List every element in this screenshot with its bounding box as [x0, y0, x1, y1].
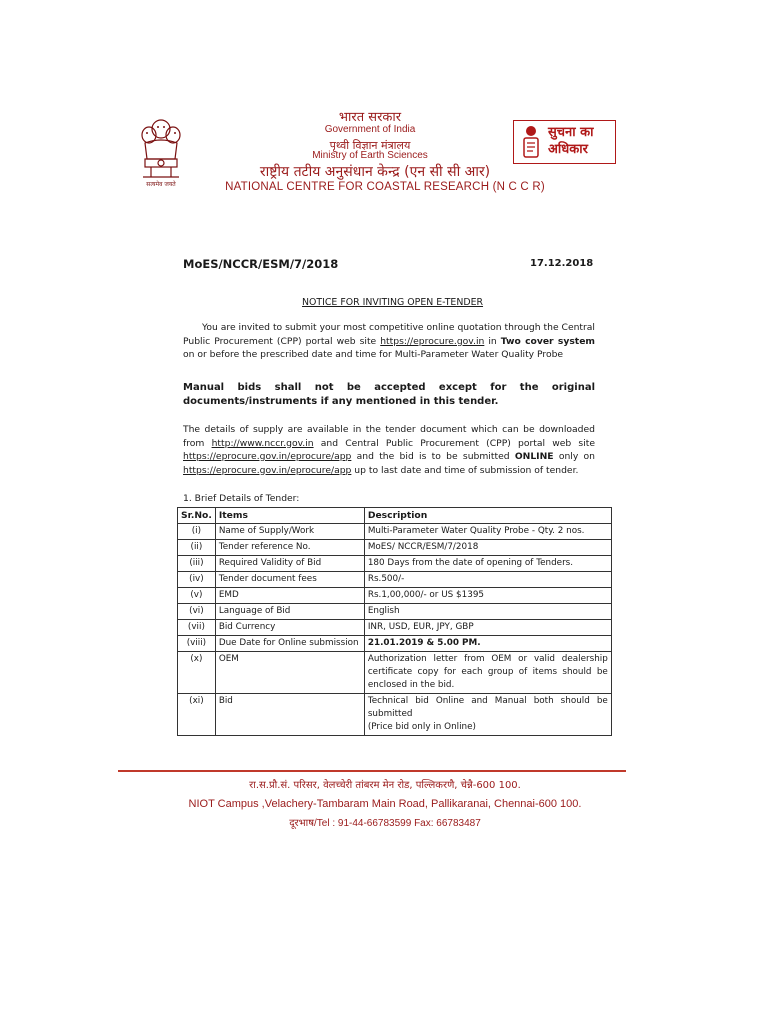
cell-srno: (v)	[178, 588, 216, 604]
cpp-app-link-2[interactable]: https://eprocure.gov.in/eprocure/app	[183, 464, 352, 476]
cell-description	[364, 694, 611, 736]
cell-item: Name of Supply/Work	[215, 524, 364, 540]
header-srno: Sr.No.	[178, 508, 216, 524]
cell-srno: (vi)	[178, 604, 216, 620]
table-row	[178, 694, 612, 736]
cell-item: Bid	[215, 694, 364, 736]
table-row	[178, 588, 612, 604]
p3-text-a: The details of supply are available in the tender document which can be downloaded from	[183, 424, 595, 449]
header-hindi-nccr: राष्ट्रीय तटीय अनुसंधान केन्द्र (एन सी सी आर)	[259, 164, 491, 180]
cell-description: Rs.1,00,000/- or US $1395	[364, 588, 611, 604]
cell-srno: (xi)	[178, 694, 216, 736]
p3-text-b: and Central Public Procurement (CPP) portal web site	[313, 437, 595, 449]
header-description: Description	[364, 508, 611, 524]
cell-item: Required Validity of Bid	[215, 556, 364, 572]
details-paragraph	[183, 423, 595, 477]
cell-description: Authorization letter from OEM or valid dealership certificate copy for each group of items should be enclosed in the bid.	[364, 652, 611, 694]
header-items: Items	[215, 508, 364, 524]
cell-item: Due Date for Online submission	[215, 636, 364, 652]
table-row	[178, 540, 612, 556]
cell-srno: (x)	[178, 652, 216, 694]
rti-line-2: अधिकार	[548, 142, 588, 157]
cell-item: Bid Currency	[215, 620, 364, 636]
header-government-of-india: Government of India	[324, 124, 416, 135]
p1-text-b: in	[484, 335, 501, 347]
cell-item: OEM	[215, 652, 364, 694]
cell-description: English	[364, 604, 611, 620]
eprocure-link[interactable]: https://eprocure.gov.in	[380, 335, 485, 347]
p3-text-c: and the bid is to be submitted	[351, 451, 515, 462]
footer-phone: दूरभाष/Tel : 91-44-66783599 Fax: 66783487	[289, 818, 481, 829]
rti-line-1: सुचना का	[548, 125, 594, 140]
cell-srno: (viii)	[178, 636, 216, 652]
rti-person-icon	[522, 125, 540, 159]
notice-date: 17.12.2018	[530, 258, 594, 269]
cell-description: MoES/ NCCR/ESM/7/2018	[364, 540, 611, 556]
p1-text-c: on or before the prescribed date and time for Multi-Parameter Water Quality Probe	[183, 349, 564, 360]
cell-description-due-date: 21.01.2019 & 5.00 PM.	[364, 636, 611, 652]
table-row	[178, 524, 612, 540]
cell-description: Rs.500/-	[364, 572, 611, 588]
table-row	[178, 620, 612, 636]
table-row	[178, 652, 612, 694]
emblem-caption: सत्यमेव जयते	[146, 181, 176, 188]
cell-description: INR, USD, EUR, JPY, GBP	[364, 620, 611, 636]
footer-address: NIOT Campus ,Velachery-Tambaram Main Road, Pallikaranai, Chennai-600 100.	[188, 798, 582, 810]
national-emblem-icon	[137, 115, 185, 187]
cell-description: 180 Days from the date of opening of Tenders.	[364, 556, 611, 572]
footer-hindi-address: रा.स.प्रौ.सं. परिसर, वेलच्चेरी तांबरम मेन रोड, पल्लिकरणै, चेन्नै-600 100.	[249, 780, 521, 791]
table-row	[178, 636, 612, 652]
cell-srno: (vii)	[178, 620, 216, 636]
p3-text-e: up to last date and time of submission of tender.	[351, 464, 579, 476]
online-emphasis: ONLINE	[514, 451, 554, 462]
cell-item: Language of Bid	[215, 604, 364, 620]
brief-details-heading: 1. Brief Details of Tender:	[183, 493, 300, 504]
nccr-link[interactable]: http://www.nccr.gov.in	[211, 437, 314, 449]
bid-description: Technical bid Online and Manual both should be submitted	[367, 696, 608, 719]
cell-item: Tender document fees	[215, 572, 364, 588]
cpp-app-link[interactable]: https://eprocure.gov.in/eprocure/app	[183, 451, 352, 462]
cell-srno: (iv)	[178, 572, 216, 588]
cell-item: EMD	[215, 588, 364, 604]
rti-label	[548, 124, 614, 158]
cell-description: Multi-Parameter Water Quality Probe - Qty. 2 nos.	[364, 524, 611, 540]
cell-srno: (iii)	[178, 556, 216, 572]
two-cover-system: Two cover system	[500, 335, 595, 347]
p3-text-d: only on	[553, 451, 596, 462]
notice-title: NOTICE FOR INVITING OPEN E-TENDER	[302, 297, 484, 308]
header-ministry: Ministry of Earth Sciences	[312, 150, 428, 161]
cell-srno: (ii)	[178, 540, 216, 556]
header-hindi-government: भारत सरकार	[338, 110, 402, 125]
cell-srno: (i)	[178, 524, 216, 540]
rti-logo	[513, 120, 616, 164]
header-nccr: NATIONAL CENTRE FOR COASTAL RESEARCH (N C C R)	[225, 181, 545, 193]
table-row	[178, 604, 612, 620]
table-row	[178, 572, 612, 588]
footer-divider	[118, 770, 626, 772]
header-hindi-ministry: पृथ्वी विज्ञान मंत्रालय	[329, 139, 411, 152]
reference-number: MoES/NCCR/ESM/7/2018	[183, 257, 339, 271]
tender-details-table	[177, 507, 612, 736]
table-row	[178, 556, 612, 572]
bid-description-note: (Price bid only in Online)	[367, 722, 476, 732]
manual-bids-warning: Manual bids shall not be accepted except for the original documents/instruments if any mentioned in this tender.	[183, 382, 595, 407]
p1-text-a: You are invited to submit your most competitive online quotation through the Central Public Procurement (CPP) portal web site	[183, 322, 595, 347]
table-header-row	[178, 508, 612, 524]
cell-item: Tender reference No.	[215, 540, 364, 556]
invitation-paragraph	[183, 321, 595, 362]
